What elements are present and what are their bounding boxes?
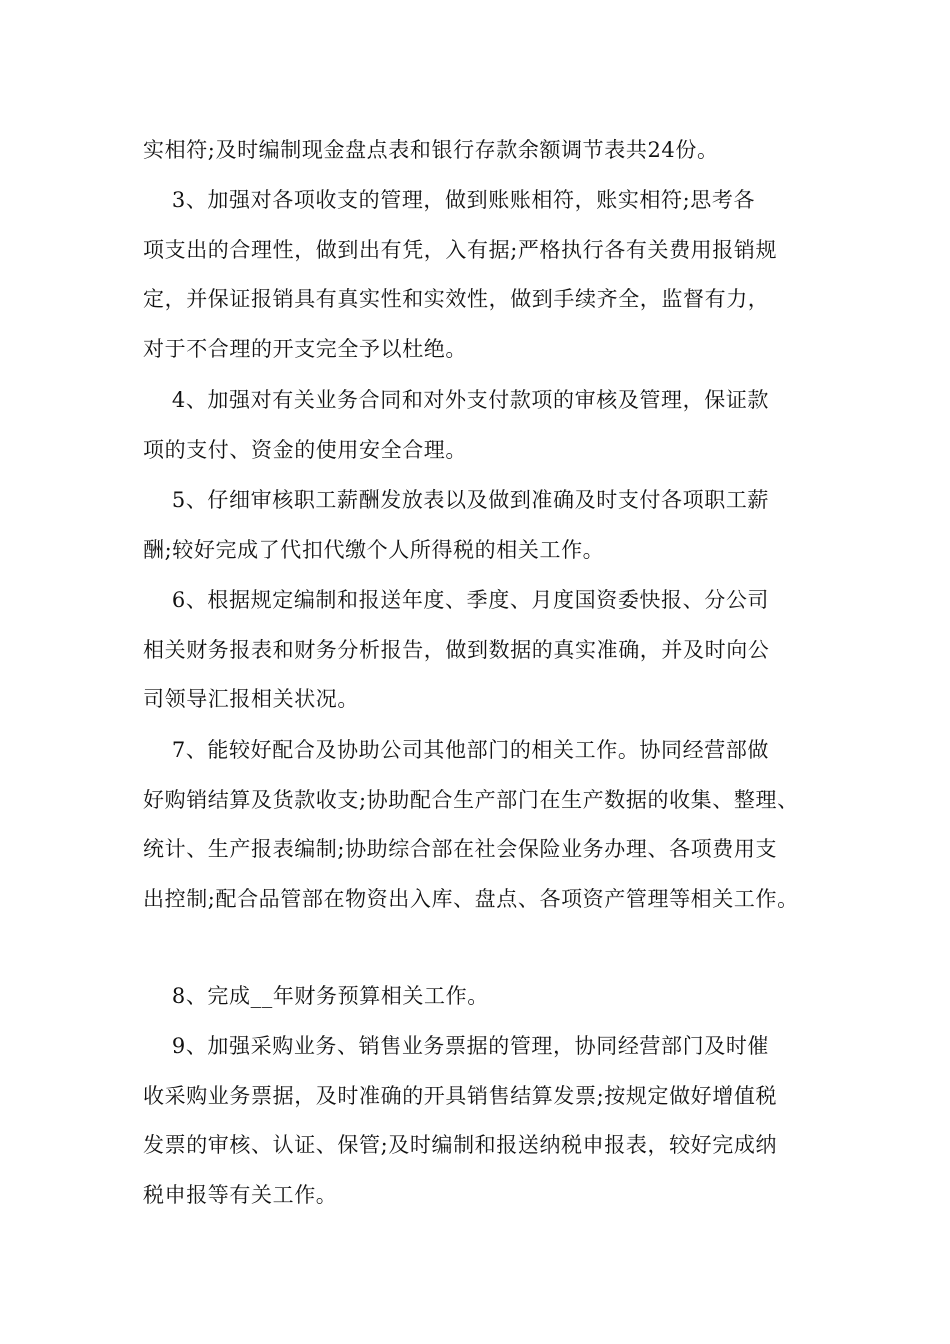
paragraph-item-6 (143, 576, 813, 725)
paragraph-item-8 (143, 972, 813, 1022)
text-line: 9、加强采购业务、销售业务票据的管理，协同经营部门及时催 (143, 1034, 770, 1058)
paragraph-item-7 (143, 726, 813, 924)
text-line: 实相符;及时编制现金盘点表和银行存款余额调节表共24份。 (143, 138, 719, 162)
text-line: 相关财务报表和财务分析报告，做到数据的真实准确，并及时向公 (143, 637, 770, 662)
text-line: 项的支付、资金的使用安全合理。 (143, 437, 467, 462)
text-line: 4、加强对有关业务合同和对外支付款项的审核及管理，保证款 (143, 388, 770, 412)
text-line: 司领导汇报相关状况。 (143, 687, 359, 711)
text-line: 收采购业务票据，及时准确的开具销售结算发票;按规定做好增值税 (143, 1083, 778, 1108)
text-line: 税申报等有关工作。 (143, 1182, 338, 1207)
text-line: 3、加强对各项收支的管理，做到账账相符，账实相符;思考各 (143, 188, 756, 212)
text-line: 发票的审核、认证、保管;及时编制和报送纳税申报表，较好完成纳 (143, 1133, 778, 1157)
paragraph-2-continuation (143, 126, 813, 176)
text-line: 定，并保证报销具有真实性和实效性，做到手续齐全，监督有力， (143, 287, 770, 311)
text-line: 7、能较好配合及协助公司其他部门的相关工作。协同经营部做 (143, 738, 770, 762)
text-line: 5、仔细审核职工薪酬发放表以及做到准确及时支付各项职工薪 (143, 488, 770, 512)
paragraph-item-3 (143, 176, 813, 374)
paragraph-item-9 (143, 1022, 813, 1220)
text-line: 对于不合理的开支完全予以杜绝。 (143, 336, 467, 361)
paragraph-item-5 (143, 476, 813, 575)
text-line: 项支出的合理性，做到出有凭，入有据;严格执行各有关费用报销规 (143, 237, 778, 262)
text-line: 好购销结算及货款收支;协助配合生产部门在生产数据的收集、整理、 (143, 787, 799, 812)
text-line: 出控制;配合品管部在物资出入库、盘点、各项资产管理等相关工作。 (143, 886, 799, 911)
text-line: 酬;较好完成了代扣代缴个人所得税的相关工作。 (143, 537, 605, 562)
text-line: 6、根据规定编制和报送年度、季度、月度国资委快报、分公司 (143, 588, 770, 612)
text-line: 统计、生产报表编制;协助综合部在社会保险业务办理、各项费用支 (143, 837, 778, 861)
text-line: 8、完成__年财务预算相关工作。 (143, 984, 489, 1008)
paragraph-item-4 (143, 376, 813, 475)
